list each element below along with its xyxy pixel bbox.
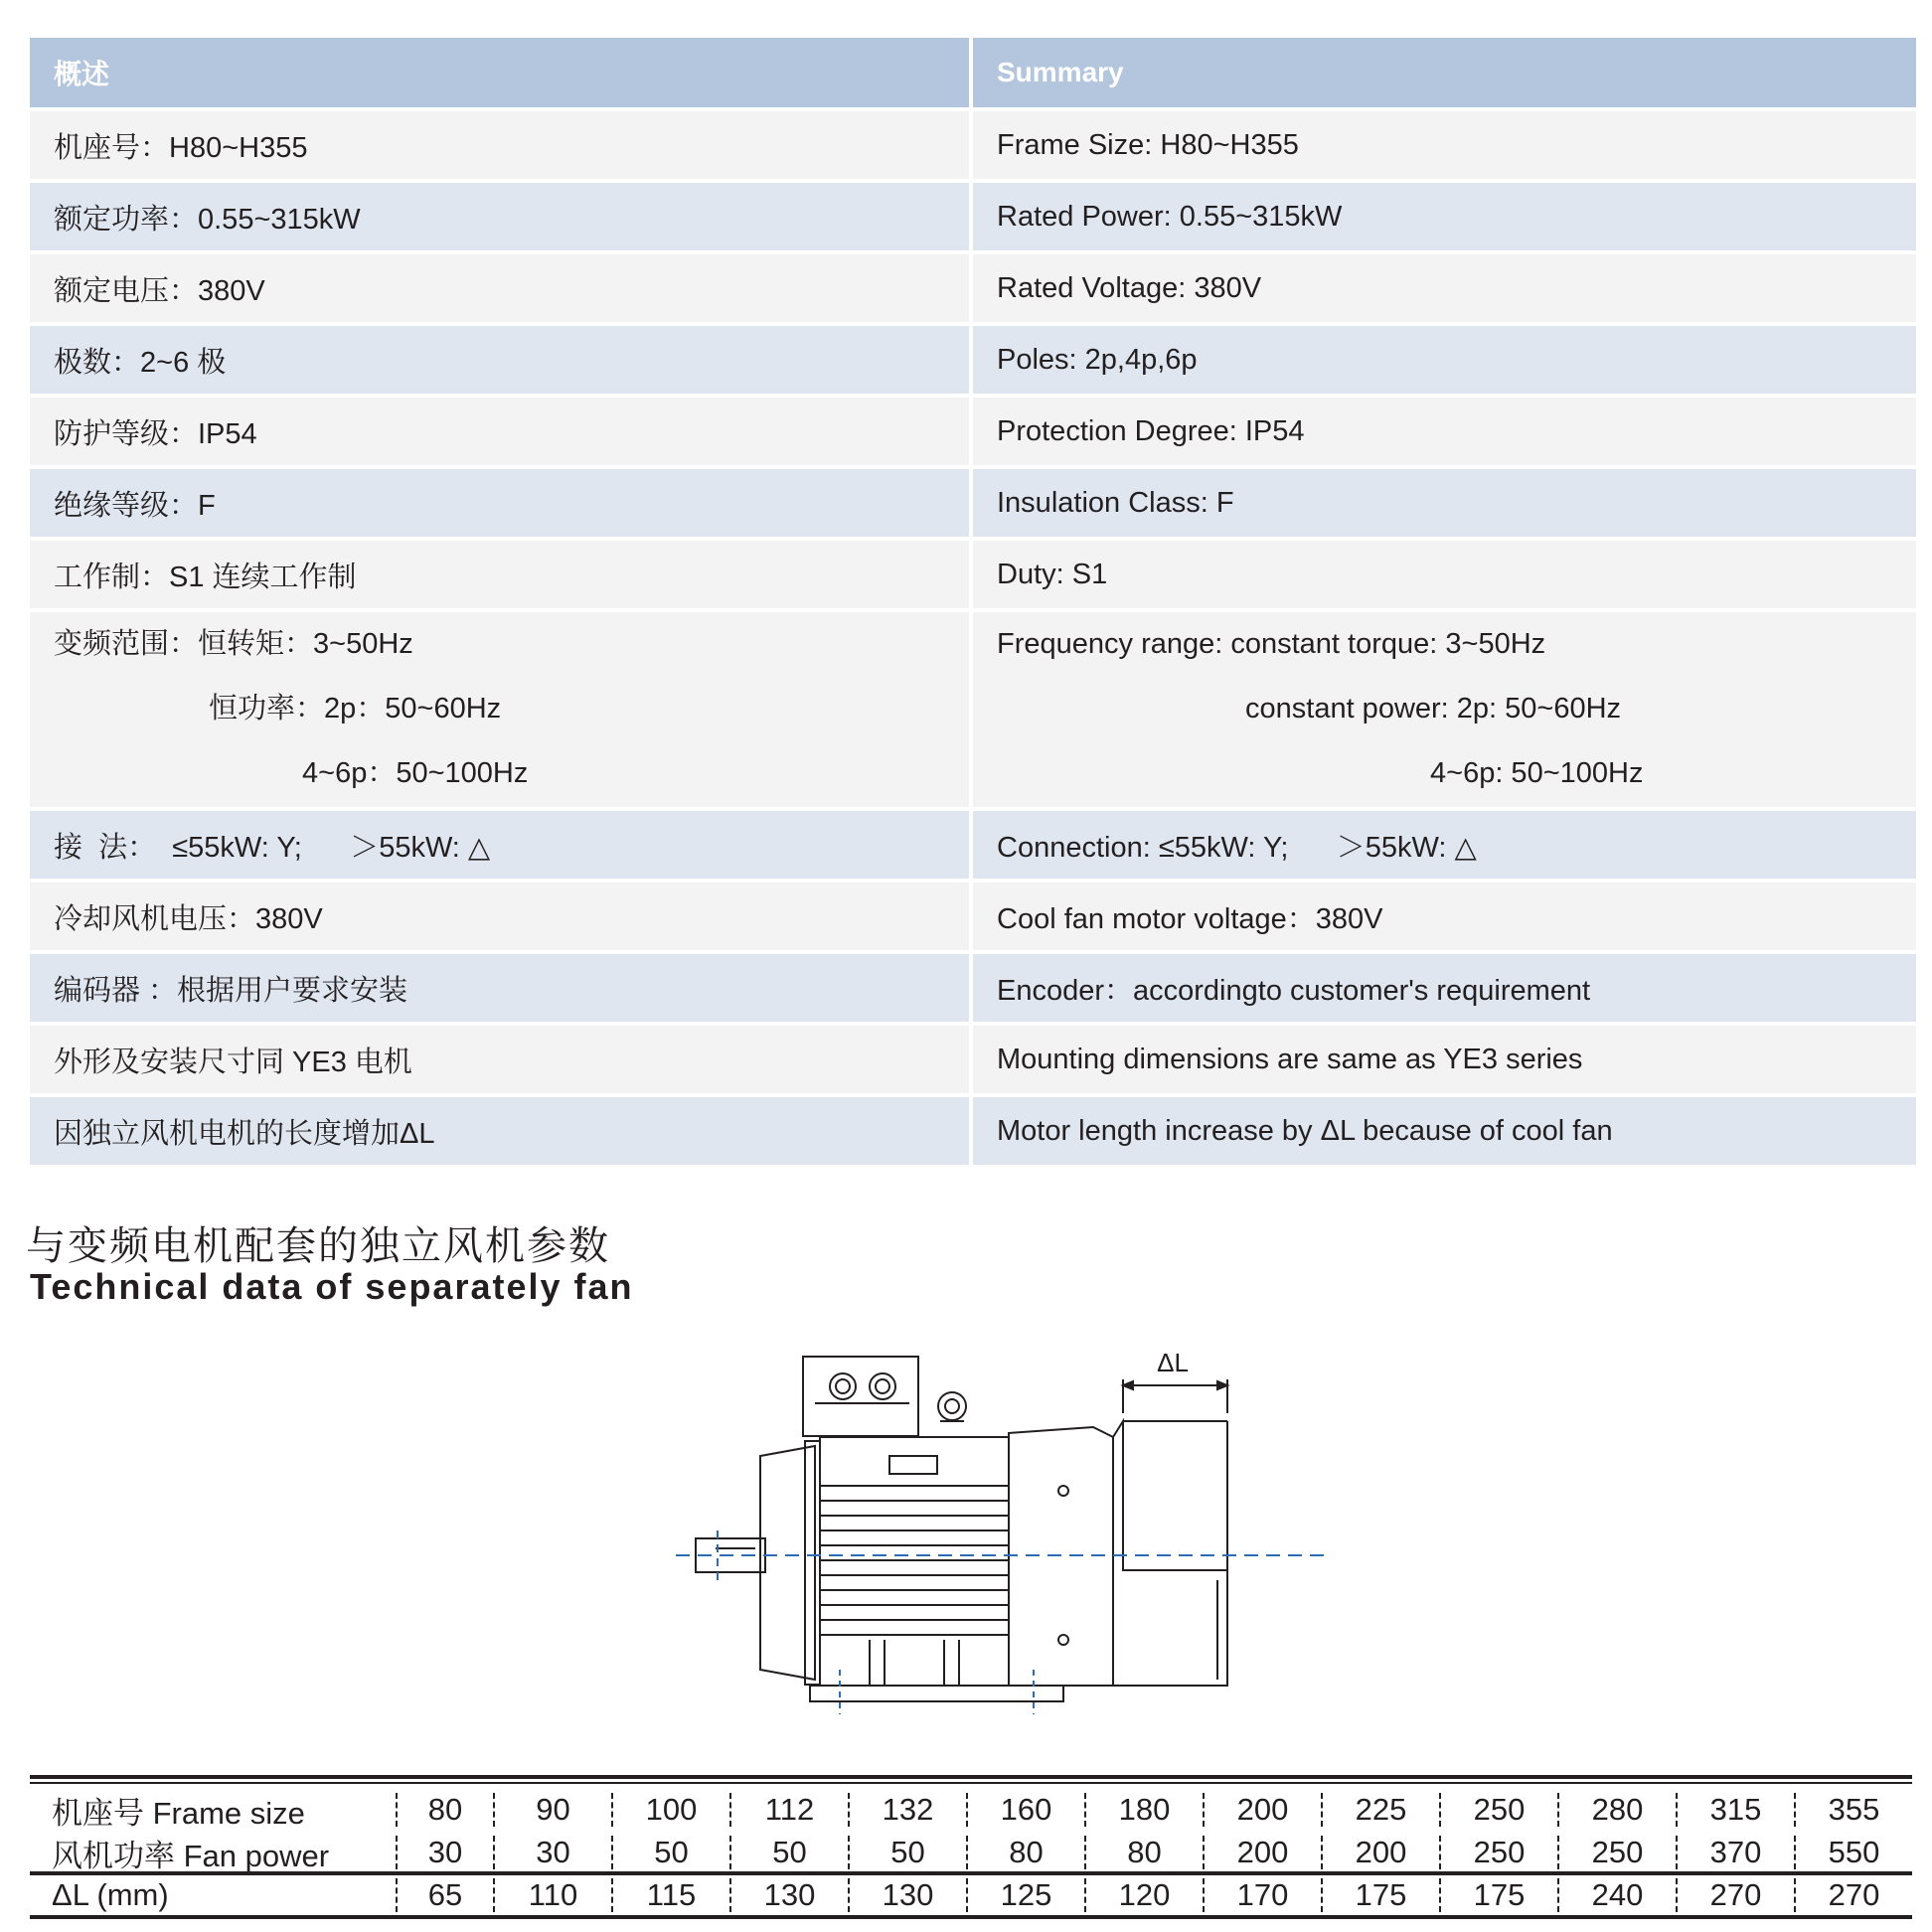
table-cell: 120 <box>1084 1878 1203 1912</box>
row-en: Motor length increase by ΔL because of cool fan <box>973 1097 1916 1165</box>
table-cell: 132 <box>848 1793 966 1827</box>
table-cell: 115 <box>611 1878 729 1912</box>
row-cn: 防护等级：IP54 <box>30 398 969 465</box>
frequency-cn-line: 4~6p：50~100Hz <box>302 757 529 789</box>
row-cn: 冷却风机电压：380V <box>30 883 969 950</box>
table-cell: 250 <box>1557 1836 1676 1869</box>
table-cell: 65 <box>396 1878 493 1912</box>
row-cn: 绝缘等级：F <box>30 469 969 537</box>
summary-row <box>30 254 1916 322</box>
summary-row <box>30 883 1916 950</box>
table-cell: 130 <box>729 1878 848 1912</box>
table-cell: 315 <box>1676 1793 1794 1827</box>
summary-row <box>30 326 1916 394</box>
row-values <box>396 1836 1912 1869</box>
table-cell: 370 <box>1676 1836 1794 1869</box>
table-cell: 80 <box>1084 1836 1203 1869</box>
table-cell: 112 <box>729 1793 848 1827</box>
row-label: 机座号 Frame size <box>52 1795 305 1831</box>
table-cell: 175 <box>1321 1878 1439 1912</box>
table-cell: 250 <box>1439 1793 1557 1827</box>
table-row-fan-power <box>30 1833 1912 1872</box>
row-en: Rated Power: 0.55~315kW <box>973 183 1916 250</box>
table-cell: 100 <box>611 1793 729 1827</box>
motor-drawing <box>656 1342 1352 1719</box>
table-row-delta-l <box>30 1875 1912 1915</box>
summary-header-row <box>30 38 1916 107</box>
summary-row <box>30 541 1916 608</box>
table-cell: 280 <box>1557 1793 1676 1827</box>
row-en: Connection: ≤55kW: Y; ＞55kW: △ <box>973 811 1916 879</box>
frequency-en-line: 4~6p: 50~100Hz <box>1430 757 1644 789</box>
table-cell: 550 <box>1794 1836 1912 1869</box>
summary-row <box>30 954 1916 1022</box>
row-en: Cool fan motor voltage：380V <box>973 883 1916 950</box>
table-cell: 125 <box>966 1878 1084 1912</box>
table-cell: 270 <box>1794 1878 1912 1912</box>
summary-row <box>30 183 1916 250</box>
table-cell: 200 <box>1321 1836 1439 1869</box>
row-en: Duty: S1 <box>973 541 1916 608</box>
frequency-en-line: constant power: 2p: 50~60Hz <box>1245 693 1622 724</box>
row-label: 风机功率 Fan power <box>52 1838 330 1873</box>
table-cell: 170 <box>1203 1878 1321 1912</box>
header-en: Summary <box>973 38 1916 107</box>
section-title-en: Technical data of separately fan <box>30 1266 634 1307</box>
row-cn: 编码器 ：根据用户要求安装 <box>30 954 969 1022</box>
table-cell: 130 <box>848 1878 966 1912</box>
table-cell: 200 <box>1203 1836 1321 1869</box>
summary-row <box>30 469 1916 537</box>
table-row-frame-size <box>30 1790 1912 1830</box>
table-cell: 50 <box>611 1836 729 1869</box>
row-values <box>396 1878 1912 1912</box>
table-rule-top <box>30 1775 1912 1779</box>
frequency-cn-line: 恒功率：2p：50~60Hz <box>209 693 502 724</box>
table-rule-top-thin <box>30 1782 1912 1784</box>
frequency-en <box>973 612 1916 807</box>
table-cell: 250 <box>1439 1836 1557 1869</box>
table-cell: 30 <box>493 1836 611 1869</box>
row-cn: 额定功率：0.55~315kW <box>30 183 969 250</box>
table-cell: 30 <box>396 1836 493 1869</box>
row-cn: 因独立风机电机的长度增加ΔL <box>30 1097 969 1165</box>
row-label: ΔL (mm) <box>52 1877 169 1912</box>
row-en: Protection Degree: IP54 <box>973 398 1916 465</box>
summary-table <box>30 38 1916 1169</box>
delta-l-label: ΔL <box>1157 1348 1189 1377</box>
table-cell: 270 <box>1676 1878 1794 1912</box>
row-en: Poles: 2p,4p,6p <box>973 326 1916 394</box>
summary-row <box>30 811 1916 879</box>
table-cell: 160 <box>966 1793 1084 1827</box>
row-cn: 极数：2~6 极 <box>30 326 969 394</box>
section-title-cn: 与变频电机配套的独立风机参数 <box>26 1223 610 1269</box>
table-cell: 355 <box>1794 1793 1912 1827</box>
header-cn: 概述 <box>30 38 969 107</box>
row-cn: 额定电压：380V <box>30 254 969 322</box>
table-cell: 225 <box>1321 1793 1439 1827</box>
table-cell: 110 <box>493 1878 611 1912</box>
frequency-cn <box>30 612 969 807</box>
summary-row <box>30 1097 1916 1165</box>
summary-row <box>30 1026 1916 1093</box>
summary-row <box>30 398 1916 465</box>
row-en: Rated Voltage: 380V <box>973 254 1916 322</box>
row-cn: 机座号：H80~H355 <box>30 111 969 179</box>
row-values <box>396 1793 1912 1827</box>
summary-row <box>30 111 1916 179</box>
row-en: Mounting dimensions are same as YE3 series <box>973 1026 1916 1093</box>
frequency-cn-line: 变频范围：恒转矩：3~50Hz <box>54 628 413 660</box>
row-cn: 外形及安装尺寸同 YE3 电机 <box>30 1026 969 1093</box>
frequency-row <box>30 612 1916 807</box>
table-cell: 200 <box>1203 1793 1321 1827</box>
row-en: Insulation Class: F <box>973 469 1916 537</box>
lifting-eye <box>938 1392 966 1420</box>
table-cell: 90 <box>493 1793 611 1827</box>
table-cell: 180 <box>1084 1793 1203 1827</box>
table-cell: 50 <box>729 1836 848 1869</box>
frequency-en-line: Frequency range: constant torque: 3~50Hz <box>997 628 1546 660</box>
table-rule-bottom <box>30 1915 1912 1919</box>
table-cell: 80 <box>396 1793 493 1827</box>
row-cn: 工作制：S1 连续工作制 <box>30 541 969 608</box>
row-en: Encoder：accordingto customer's requirement <box>973 954 1916 1022</box>
table-cell: 240 <box>1557 1878 1676 1912</box>
table-cell: 175 <box>1439 1878 1557 1912</box>
terminal-box <box>803 1357 918 1436</box>
row-cn: 接 法： ≤55kW: Y; ＞55kW: △ <box>30 811 969 879</box>
table-cell: 50 <box>848 1836 966 1869</box>
row-en: Frame Size: H80~H355 <box>973 111 1916 179</box>
table-cell: 80 <box>966 1836 1084 1869</box>
